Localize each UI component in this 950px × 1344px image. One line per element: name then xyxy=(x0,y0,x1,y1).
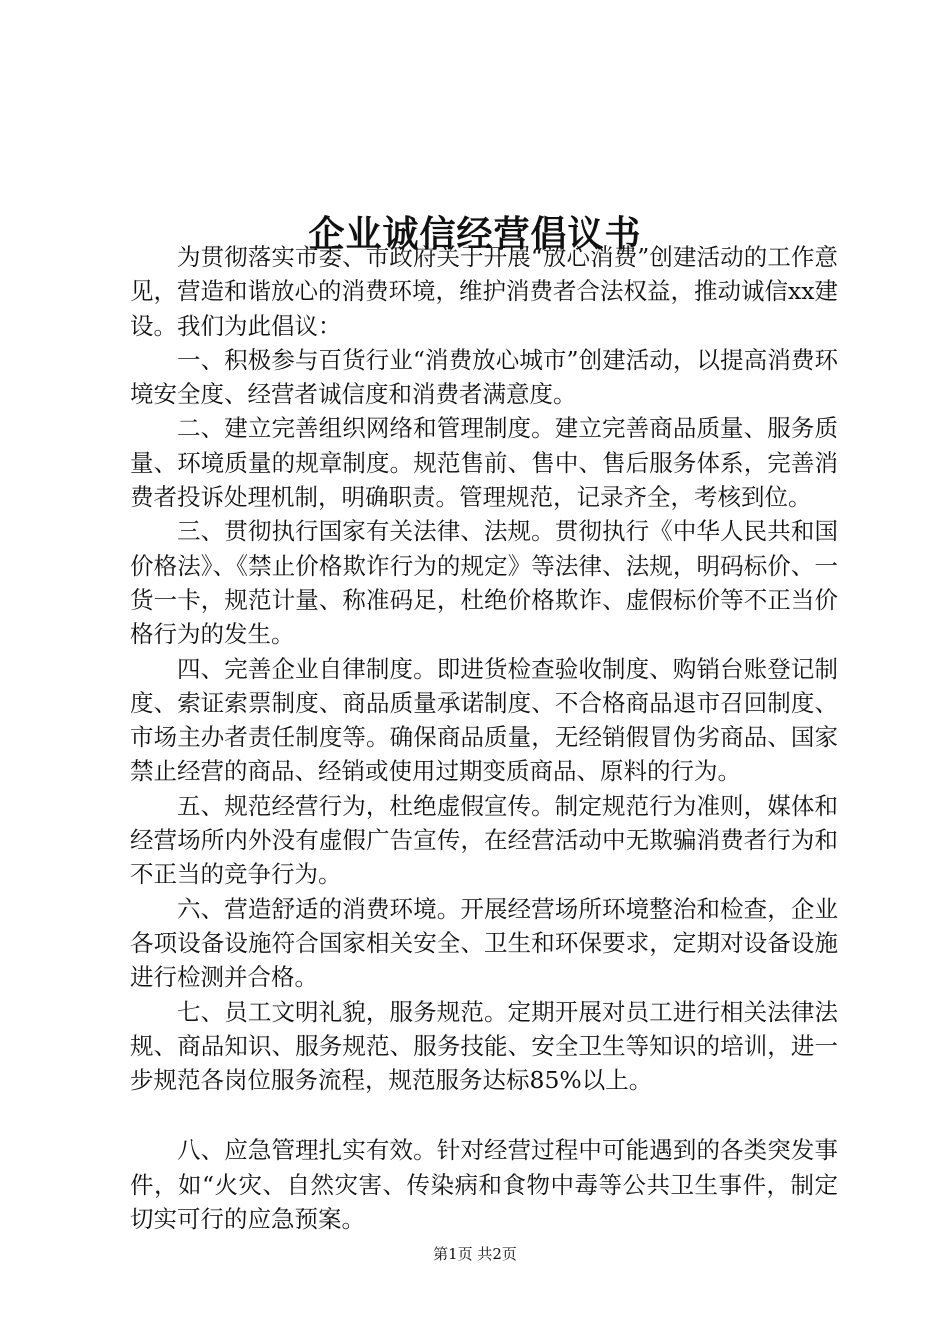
page-footer: 第1页 共2页 xyxy=(433,1245,517,1263)
proposal-item-4: 四、完善企业自律制度。即进货检查验收制度、购销台账登记制度、索证索票制度、商品质量承诺制度、不合格商品退市召回制度、市场主办者责任制度等。确保商品质量，无经销假冒伪劣商品、国家禁止经营的商品、经销或使用过期变质商品、原料的行为。 xyxy=(130,654,838,786)
proposal-item-7: 七、员工文明礼貌，服务规范。定期开展对员工进行相关法律法规、商品知识、服务规范、服务技能、安全卫生等知识的培训，进一步规范各岗位服务流程，规范服务达标85%以上。 xyxy=(130,997,838,1095)
page-title: 企业诚信经营倡议书 xyxy=(308,213,642,256)
proposal-item-8: 八、应急管理扎实有效。针对经营过程中可能遇到的各类突发事件，如“火灾、自然灾害、传染病和食物中毒等公共卫生事件，制定切实可行的应急预案。 xyxy=(130,1136,838,1234)
proposal-item-6: 六、营造舒适的消费环境。开展经营场所环境整治和检查，企业各项设备设施符合国家相关安全、卫生和环保要求，定期对设备设施进行检测并合格。 xyxy=(130,894,838,992)
proposal-item-1: 一、积极参与百货行业“消费放心城市”创建活动，以提高消费环境安全度、经营者诚信度和消费者满意度。 xyxy=(130,345,838,409)
intro-paragraph: 为贯彻落实市委、市政府关于开展“放心消费”创建活动的工作意见，营造和谐放心的消费环境，维护消费者合法权益，推动诚信xx建设。我们为此倡议： xyxy=(130,243,839,340)
proposal-item-2: 二、建立完善组织网络和管理制度。建立完善商品质量、服务质量、环境质量的规章制度。规范售前、售中、售后服务体系，完善消费者投诉处理机制，明确职责。管理规范，记录齐全，考核到位。 xyxy=(130,414,838,512)
proposal-item-3: 三、贯彻执行国家有关法律、法规。贯彻执行《中华人民共和国价格法》、《禁止价格欺诈行为的规定》等法律、法规，明码标价、一货一卡，规范计量、称准码足，杜绝价格欺诈、虚假标价等不正当价格行为的发生。 xyxy=(130,517,838,649)
document-body xyxy=(130,240,838,1236)
proposal-item-5: 五、规范经营行为，杜绝虚假宣传。制定规范行为准则，媒体和经营场所内外没有虚假广告宣传，在经营活动中无欺骗消费者行为和不正当的竞争行为。 xyxy=(130,791,838,889)
